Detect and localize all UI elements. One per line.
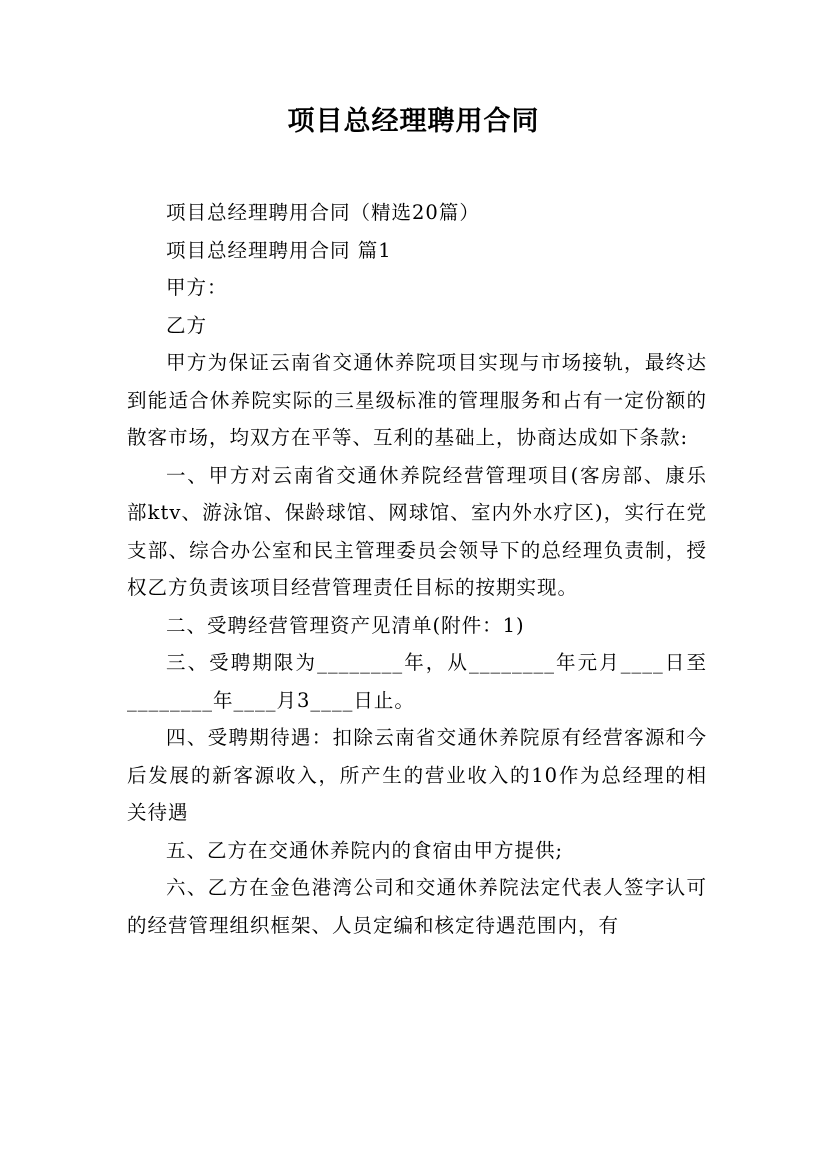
paragraph-clause-4: 四、受聘期待遇：扣除云南省交通休养院原有经营客源和今后发展的新客源收入，所产生的营业收入的10作为总经理的相关待遇 bbox=[127, 726, 707, 824]
paragraph-heading: 项目总经理聘用合同（精选20篇） bbox=[166, 201, 480, 224]
paragraph-clause-2: 二、受聘经营管理资产见清单(附件：1) bbox=[166, 613, 525, 637]
paragraph-clause-5: 五、乙方在交通休养院内的食宿由甲方提供; bbox=[166, 838, 564, 862]
paragraph-clause-3: 三、受聘期限为________年，从________年元月____日至________年____月3____日止。 bbox=[127, 651, 707, 712]
paragraph-clause-1: 一、甲方对云南省交通休养院经营管理项目(客房部、康乐部ktv、游泳馆、保龄球馆、网球馆、室内外水疗区)，实行在党支部、综合办公室和民主管理委员会领导下的总经理负责制，授权乙方负责该项目经营管理责任目标的按期实现。 bbox=[127, 463, 707, 599]
paragraph-party-b: 乙方 bbox=[166, 313, 208, 337]
paragraph-clause-6: 六、乙方在金色港湾公司和交通休养院法定代表人签字认可的经营管理组织框架、人员定编和核定待遇范围内，有 bbox=[127, 876, 707, 937]
document-title: 项目总经理聘用合同 bbox=[287, 106, 540, 137]
paragraph-party-a: 甲方： bbox=[166, 276, 228, 299]
paragraph-section-title: 项目总经理聘用合同 篇1 bbox=[166, 238, 392, 262]
paragraph-preamble: 甲方为保证云南省交通休养院项目实现与市场接轨，最终达到能适合休养院实际的三星级标准的管理服务和占有一定份额的散客市场，均双方在平等、互利的基础上，协商达成如下条款: bbox=[127, 351, 707, 449]
document-body bbox=[127, 194, 707, 944]
